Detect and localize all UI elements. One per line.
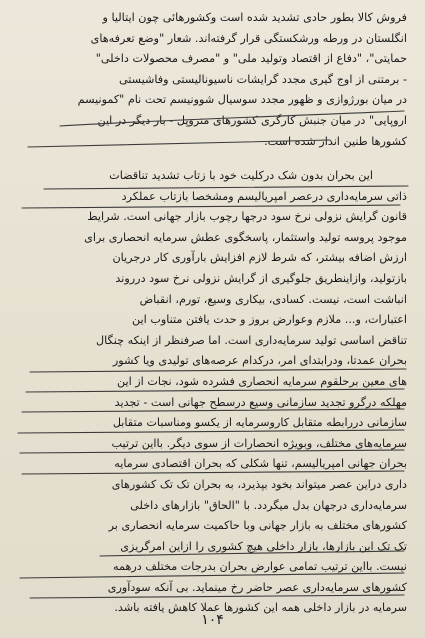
text-line: تک تک این بازارها، بازار داخلی هیچ کشوری را ازاین امرگریزی [120,539,407,553]
text-line: سرمایه‌های مختلف، وبویژه انحصارات از سوی دیگر. بااین ترتیب [111,436,407,450]
text-line: تناقض اساسی تولید سرمایه‌داری است. اما صرفنظر از اینکه چنگال [96,333,407,347]
paragraph-1 [15,8,407,152]
text-line: اروپایی" در میان جنبش کارگری کشورهای متروپل - بار دیگر در این [97,113,407,127]
paragraph-2 [15,166,407,619]
text-line: سرمایه در بازار داخلی همه این کشورها عملا کاهش یافته باشد. [114,601,407,615]
text-line: کشورهای مختلف به بازار جهانی وبا حاکمیت سرمایه انحصاری بر [108,519,407,533]
text-line: های معین برحلقوم سرمایه انحصاری فشرده شود، نجات از این [116,374,407,388]
text-line: در میان بورژوازی و ظهور مجدد سوسیال شوونیسم تحت نام "کمونیسم [77,93,407,107]
text-line: قانون گرایش نزولی نرخ سود درجها رچوب بازار جهانی است. شرایط [87,210,407,224]
text-line: نیست. بااین ترتیب تمامی عوارض بحران بدرجات مختلف درهمه [113,560,407,574]
text-line: فروش کالا بطور حادی تشدید شده است وکشورهائی چون ایتالیا و [102,11,407,24]
text-line: موجود پروسه تولید واستثمار، پاسخگوی عطش سرمایه انحصاری برای [84,230,407,244]
text-line: انباشت است، نیست. کسادی، بیکاری وسیع، تورم، انقباض [139,292,407,306]
text-line: - برمتنی از اوج گیری مجدد گرایشات ناسیونالیستی وفاشیستی [118,72,407,86]
text-line: داری دراین عصر میتواند بخود بپذیرد، به بحران تک تک کشورهای [111,477,407,491]
text-line: بازتولید، وازاینطریق جلوگیری از گرایش نزولی نرخ سود درروند [115,271,407,285]
text-line: سرمایه‌داری درجهان بدل میگردد. با "الحاق" بازارهای داخلی [130,498,407,512]
text-line: بحران جهانی امپریالیسم، تنها شکلی که بحران اقتصادی سرمایه [114,457,407,471]
text-line: انگلستان در ورطه ورشکستگی قرار گرفته‌اند. شعار "وضع تعرفه‌های [90,31,407,45]
text-line: حمایتی"، "دفاع از اقتصاد وتولید ملی" و "مصرف محصولات داخلی" [95,52,407,66]
text-line: کشورهای سرمایه‌داری عصر حاضر رخ مینماید. بی آنکه سودآوری [107,580,407,594]
text-line: سازمانی دررابطه متقابل کاروسرمایه از یکسو ومناسبات متقابل [112,416,407,430]
text-line: این بحران بدون شک درکلیت خود با زتاب تشدید تناقضات [109,169,373,182]
page-number: ۱۰۴ [201,612,224,628]
text-line: بحران عمدتا، ودرابتدای امر، درکدام عرصه‌های تولیدی ویا کشور [112,354,407,368]
text-line: مهلکه درگرو تجدید سازمانی وسیع درسطح جهانی است - تجدید [114,395,407,409]
text-line: ذاتی سرمایه‌داری درعصر امپریالیسم ومشخصا بازتاب عملکرد [121,189,407,203]
text-line: اعتبارات، و... ملازم وعوارض بروز و حدت یافتن متناوب این [132,313,407,327]
text-line: کشورها طنین انداز شده است. [264,134,407,148]
text-line: ارزش اضافه بیشتر، که شرط لازم افزایش بارآوری کار درجریان [112,251,407,265]
